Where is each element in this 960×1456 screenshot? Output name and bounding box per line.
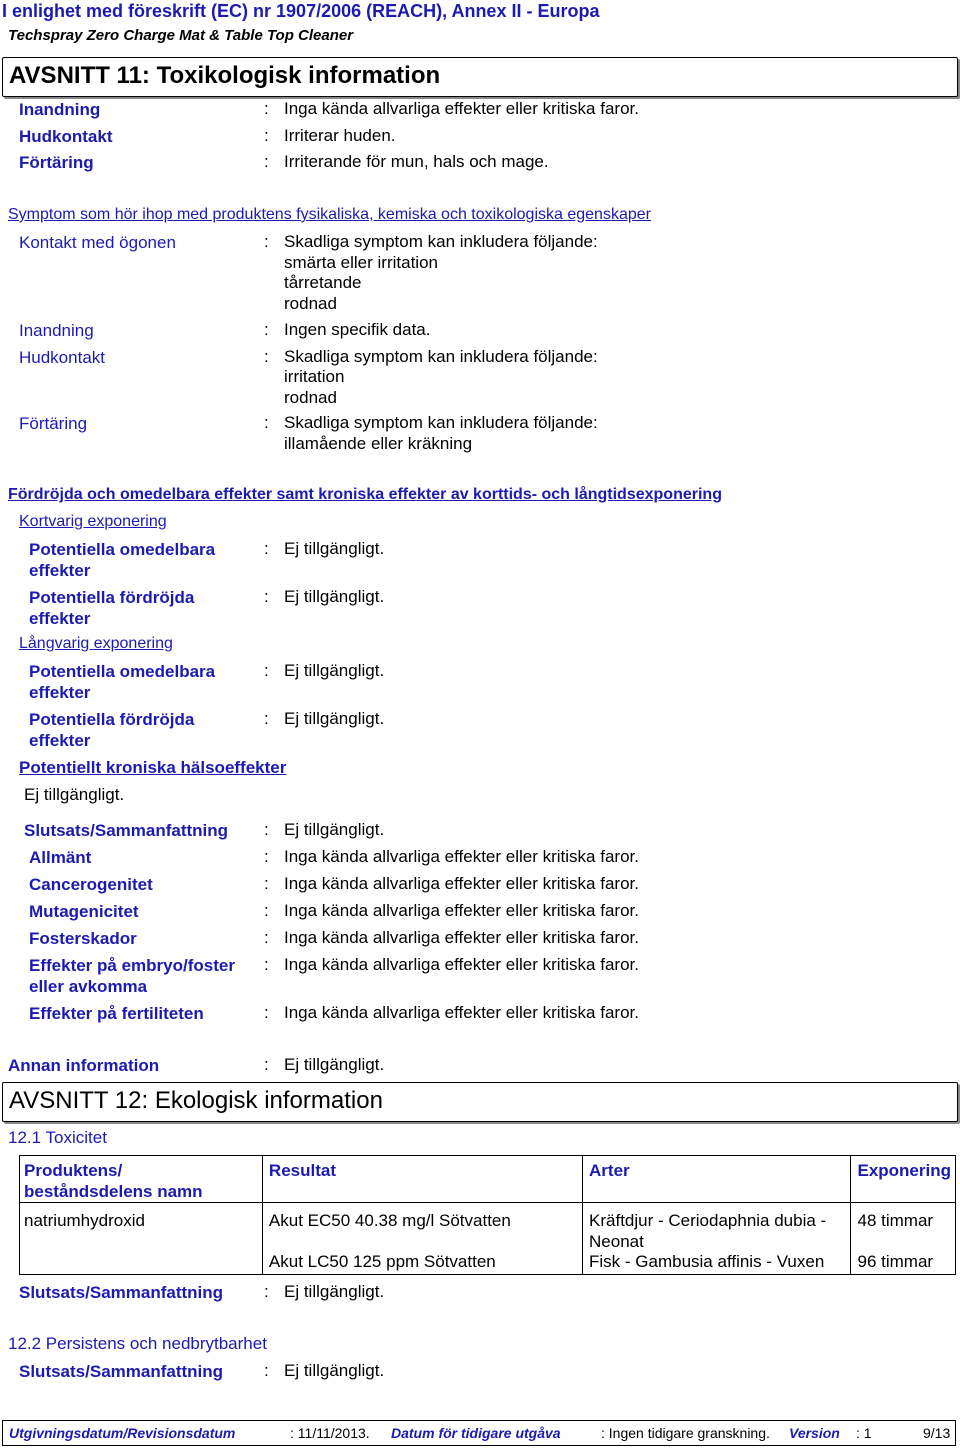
exposure-value-skin: Irriterar huden. bbox=[284, 126, 396, 145]
symptom-inhalation-line-1: Ingen specifik data. bbox=[284, 320, 431, 339]
exposure-value-ingestion: Irriterande för mun, hals och mage. bbox=[284, 152, 549, 171]
footer-prev-value: : Ingen tidigare granskning. bbox=[601, 1425, 770, 1441]
table-cell-exposure: 48 timmar 96 timmar bbox=[851, 1203, 956, 1275]
symptom-label-skin: Hudkontakt bbox=[19, 348, 105, 367]
summary-label-fertility: Effekter på fertiliteten bbox=[29, 1004, 204, 1023]
summary-value-general: Inga kända allvarliga effekter eller kritiska faror. bbox=[284, 847, 639, 866]
long-term-immediate-value: Ej tillgängligt. bbox=[284, 661, 385, 680]
short-term-delayed-label-2: effekter bbox=[29, 609, 91, 628]
delayed-effects-heading: Fördröjda och omedelbara effekter samt kroniska effekter av korttids- och långtidsexponering bbox=[8, 486, 722, 503]
short-term-immediate-value: Ej tillgängligt. bbox=[284, 539, 385, 558]
long-term-delayed-label-2: effekter bbox=[29, 731, 91, 750]
footer-issue-label: Utgivningsdatum/Revisionsdatum bbox=[9, 1425, 236, 1441]
exposure-label-skin: Hudkontakt bbox=[19, 127, 113, 146]
long-term-heading: Långvarig exponering bbox=[19, 635, 173, 652]
summary-label-teratogenicity: Fosterskador bbox=[29, 929, 137, 948]
summary-value-carcinogenicity: Inga kända allvarliga effekter eller kritiska faror. bbox=[284, 874, 639, 893]
toxicity-heading: 12.1 Toxicitet bbox=[8, 1128, 107, 1147]
chronic-text: Ej tillgängligt. bbox=[24, 785, 125, 804]
product-name: Techspray Zero Charge Mat & Table Top Cleaner bbox=[8, 27, 354, 44]
summary-value-conclusion: Ej tillgängligt. bbox=[284, 820, 385, 839]
symptom-ingestion-line-1: Skadliga symptom kan inkludera följande: bbox=[284, 413, 598, 432]
tox-summary-label: Slutsats/Sammanfattning bbox=[19, 1283, 224, 1302]
symptom-eyes-line-3: tårretande bbox=[284, 273, 362, 292]
short-term-immediate-label-1: Potentiella omedelbara bbox=[29, 540, 216, 559]
short-term-delayed-value: Ej tillgängligt. bbox=[284, 587, 385, 606]
symptom-label-inhalation: Inandning bbox=[19, 321, 94, 340]
exposure-label-ingestion: Förtäring bbox=[19, 153, 94, 172]
long-term-delayed-label-1: Potentiella fördröjda bbox=[29, 710, 195, 729]
summary-value-developmental: Inga kända allvarliga effekter eller kritiska faror. bbox=[284, 955, 639, 974]
footer-page-number: 9/13 bbox=[923, 1425, 951, 1441]
column-header-name: Produktens/ beståndsdelens namn bbox=[20, 1156, 263, 1203]
table-cell-result: Akut EC50 40.38 mg/l Sötvatten Akut LC50 125 ppm Sötvatten bbox=[262, 1203, 582, 1275]
short-term-delayed-label-1: Potentiella fördröjda bbox=[29, 588, 195, 607]
other-info-value: Ej tillgängligt. bbox=[284, 1055, 385, 1074]
long-term-immediate-label-1: Potentiella omedelbara bbox=[29, 662, 216, 681]
toxicity-table bbox=[19, 1155, 956, 1275]
persistence-heading: 12.2 Persistens och nedbrytbarhet bbox=[8, 1334, 267, 1353]
summary-value-teratogenicity: Inga kända allvarliga effekter eller kritiska faror. bbox=[284, 928, 639, 947]
symptom-eyes-line-2: smärta eller irritation bbox=[284, 253, 438, 272]
summary-label-carcinogenicity: Cancerogenitet bbox=[29, 875, 153, 894]
symptom-ingestion-line-2: illamående eller kräkning bbox=[284, 434, 473, 453]
page-footer bbox=[2, 1420, 956, 1446]
table-cell-species: Kräftdjur - Ceriodaphnia dubia - Neonat Fisk - Gambusia affinis - Vuxen bbox=[583, 1203, 851, 1275]
summary-label-developmental-1: Effekter på embryo/foster bbox=[29, 956, 235, 975]
table-cell-substance: natriumhydroxid bbox=[20, 1203, 263, 1275]
symptom-label-ingestion: Förtäring bbox=[19, 414, 88, 433]
footer-version-value: : 1 bbox=[856, 1425, 872, 1441]
footer-version-label: Version bbox=[789, 1425, 840, 1441]
table-header-row bbox=[20, 1156, 956, 1203]
summary-label-general: Allmänt bbox=[29, 848, 92, 867]
footer-issue-value: : 11/11/2013. bbox=[290, 1425, 370, 1441]
short-term-immediate-label-2: effekter bbox=[29, 561, 91, 580]
column-header-species: Arter bbox=[583, 1156, 851, 1203]
exposure-label-inhalation: Inandning bbox=[19, 100, 101, 119]
symptom-eyes-line-1: Skadliga symptom kan inkludera följande: bbox=[284, 232, 598, 251]
chronic-heading: Potentiellt kroniska hälsoeffekter bbox=[19, 758, 287, 777]
section-11-header bbox=[2, 57, 958, 97]
table-row bbox=[20, 1203, 956, 1275]
long-term-immediate-label-2: effekter bbox=[29, 683, 91, 702]
document-title: I enlighet med föreskrift (EC) nr 1907/2006 (REACH), Annex II - Europa bbox=[2, 1, 600, 21]
summary-label-mutagenicity: Mutagenicitet bbox=[29, 902, 139, 921]
symptom-skin-line-3: rodnad bbox=[284, 388, 337, 407]
exposure-value-inhalation: Inga kända allvarliga effekter eller kritiska faror. bbox=[284, 99, 639, 118]
persistence-label: Slutsats/Sammanfattning bbox=[19, 1362, 224, 1381]
column-header-exposure: Exponering bbox=[851, 1156, 956, 1203]
footer-prev-label: Datum för tidigare utgåva bbox=[391, 1425, 561, 1441]
symptom-eyes-line-4: rodnad bbox=[284, 294, 337, 313]
summary-value-fertility: Inga kända allvarliga effekter eller kritiska faror. bbox=[284, 1003, 639, 1022]
symptom-skin-line-2: irritation bbox=[284, 367, 345, 386]
section-12-title: AVSNITT 12: Ekologisk information bbox=[9, 1087, 383, 1114]
tox-summary-value: Ej tillgängligt. bbox=[284, 1282, 385, 1301]
symptom-skin-line-1: Skadliga symptom kan inkludera följande: bbox=[284, 347, 598, 366]
summary-value-mutagenicity: Inga kända allvarliga effekter eller kritiska faror. bbox=[284, 901, 639, 920]
column-header-result: Resultat bbox=[262, 1156, 582, 1203]
long-term-delayed-value: Ej tillgängligt. bbox=[284, 709, 385, 728]
short-term-heading: Kortvarig exponering bbox=[19, 513, 167, 530]
persistence-value: Ej tillgängligt. bbox=[284, 1361, 385, 1380]
section-12-header bbox=[2, 1082, 958, 1122]
symptoms-heading: Symptom som hör ihop med produktens fysikaliska, kemiska och toxikologiska egenskaper bbox=[8, 206, 651, 223]
summary-label-developmental-2: eller avkomma bbox=[29, 977, 148, 996]
symptom-label-eyes: Kontakt med ögonen bbox=[19, 233, 176, 252]
other-info-label: Annan information bbox=[8, 1056, 160, 1075]
summary-label-conclusion: Slutsats/Sammanfattning bbox=[24, 821, 229, 840]
section-11-title: AVSNITT 11: Toxikologisk information bbox=[9, 62, 441, 89]
